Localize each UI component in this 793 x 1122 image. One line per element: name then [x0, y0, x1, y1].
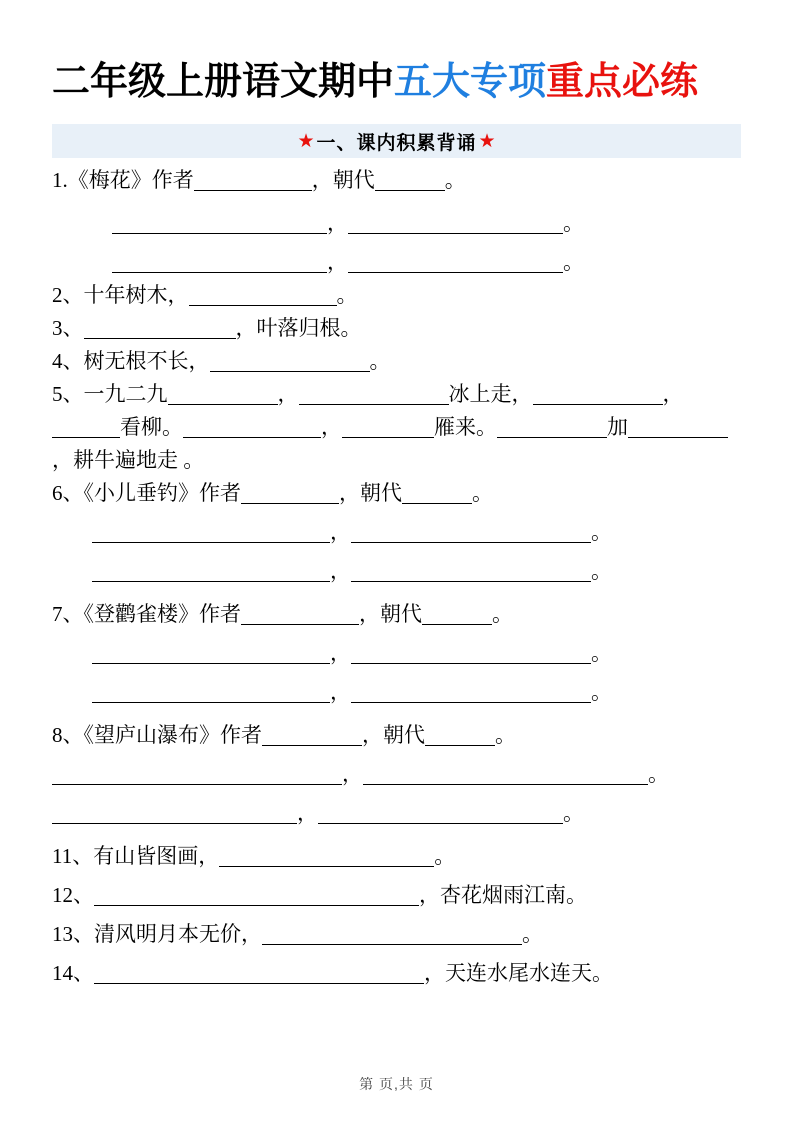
question-7-end: 。	[492, 602, 513, 626]
question-7-lead: 7、《登鹳雀楼》作者	[52, 602, 241, 626]
blank-field[interactable]	[189, 285, 337, 306]
question-7-line-3	[52, 676, 741, 709]
blank-field[interactable]	[351, 682, 591, 703]
blank-field[interactable]	[342, 417, 434, 438]
question-8-mid: ，朝代	[362, 723, 425, 747]
question-4-lead: 4、树无根不长，	[52, 349, 210, 373]
sep: ，	[330, 680, 351, 704]
blank-field[interactable]	[219, 846, 434, 867]
blank-field[interactable]	[348, 252, 563, 273]
t3: ，	[662, 382, 684, 406]
page-footer: 第 页,共 页	[359, 1076, 434, 1092]
question-6-line-2	[52, 516, 741, 549]
sep: ，	[297, 801, 318, 825]
question-7-mid: ，朝代	[359, 602, 422, 626]
blank-field[interactable]	[348, 213, 563, 234]
blank-field[interactable]	[112, 213, 327, 234]
end: 。	[563, 801, 584, 825]
section-banner	[52, 124, 741, 158]
question-2-end: 。	[336, 283, 358, 307]
title-part-3: 重点必练	[546, 61, 699, 103]
question-11	[52, 840, 741, 873]
question-11-end: 。	[434, 844, 456, 868]
title-part-2: 五大专项	[394, 61, 547, 103]
question-6-mid: ，朝代	[339, 481, 402, 505]
question-6-line-3	[52, 555, 741, 588]
t5: ，	[321, 415, 342, 439]
blank-field[interactable]	[628, 417, 728, 438]
sep: ，	[342, 762, 363, 786]
blank-field[interactable]	[497, 417, 607, 438]
question-6-lead: 6、《小儿垂钓》作者	[52, 481, 241, 505]
question-7	[52, 598, 741, 631]
blank-field[interactable]	[92, 522, 330, 543]
end: 。	[648, 762, 669, 786]
blank-field[interactable]	[168, 384, 278, 405]
sep: ，	[330, 641, 351, 665]
blank-field[interactable]	[183, 417, 321, 438]
blank-field[interactable]	[375, 170, 445, 191]
question-8-line-3	[52, 797, 741, 830]
blank-field[interactable]	[241, 604, 359, 625]
question-6-end: 。	[472, 481, 493, 505]
t7: 加	[607, 415, 628, 439]
question-14-lead: 14、	[52, 961, 94, 985]
question-12	[52, 879, 741, 912]
question-8-lead: 8、《望庐山瀑布》作者	[52, 723, 262, 747]
question-12-mid: ，杏花烟雨江南。	[419, 883, 587, 907]
question-8-line-2	[52, 758, 741, 791]
page-title	[52, 58, 741, 106]
question-12-lead: 12、	[52, 883, 94, 907]
question-4	[52, 345, 741, 378]
t6: 雁来。	[434, 415, 497, 439]
question-1-lead: 1.《梅花》作者	[52, 168, 194, 192]
sep: ，	[327, 211, 348, 235]
question-5	[52, 378, 741, 477]
blank-field[interactable]	[92, 682, 330, 703]
sep: ，	[330, 520, 351, 544]
question-2-lead: 2、十年树木，	[52, 283, 189, 307]
t8: ，耕牛遍地走 。	[52, 448, 205, 472]
blank-field[interactable]	[52, 803, 297, 824]
question-1-mid: ，朝代	[311, 168, 375, 192]
blank-field[interactable]	[351, 561, 591, 582]
end: 。	[591, 520, 612, 544]
blank-field[interactable]	[94, 885, 419, 906]
blank-field[interactable]	[363, 764, 648, 785]
end: 。	[563, 250, 584, 274]
blank-field[interactable]	[262, 924, 522, 945]
question-14-mid: ，天连水尾水连天。	[424, 961, 613, 985]
blank-field[interactable]	[112, 252, 327, 273]
end: 。	[591, 641, 612, 665]
question-7-line-2	[52, 637, 741, 670]
question-3	[52, 312, 741, 345]
blank-field[interactable]	[94, 963, 424, 984]
question-2	[52, 279, 741, 312]
t1: ，	[277, 382, 299, 406]
blank-field[interactable]	[92, 561, 330, 582]
question-13-end: 。	[522, 922, 543, 946]
question-6	[52, 477, 741, 510]
blank-field[interactable]	[194, 170, 312, 191]
question-1-end: 。	[444, 168, 466, 192]
t2: 冰上走，	[448, 382, 533, 406]
question-8-end: 。	[495, 723, 516, 747]
question-1	[52, 164, 741, 197]
section-heading: 一、课内积累背诵	[316, 132, 477, 154]
blank-field[interactable]	[52, 764, 342, 785]
star-icon-left: ★	[297, 130, 315, 152]
blank-field[interactable]	[402, 483, 472, 504]
sep: ，	[327, 250, 348, 274]
blank-field[interactable]	[533, 384, 663, 405]
question-11-lead: 11、有山皆图画，	[52, 844, 220, 868]
question-3-lead: 3、	[52, 316, 84, 340]
sep: ，	[330, 559, 351, 583]
blank-field[interactable]	[318, 803, 563, 824]
t4: 看柳。	[120, 415, 183, 439]
question-13-lead: 13、清风明月本无价，	[52, 922, 262, 946]
blank-field[interactable]	[425, 725, 495, 746]
title-part-1: 二年级上册语文期中	[52, 61, 395, 103]
question-13	[52, 918, 741, 951]
end: 。	[563, 211, 584, 235]
end: 。	[591, 559, 612, 583]
blank-field[interactable]	[299, 384, 449, 405]
end: 。	[591, 680, 612, 704]
question-1-line-3	[52, 246, 741, 279]
blank-field[interactable]	[84, 318, 236, 339]
blank-field[interactable]	[92, 643, 330, 664]
blank-field[interactable]	[422, 604, 492, 625]
blank-field[interactable]	[210, 351, 370, 372]
blank-field[interactable]	[241, 483, 339, 504]
blank-field[interactable]	[351, 643, 591, 664]
blank-field[interactable]	[262, 725, 362, 746]
question-14	[52, 957, 741, 990]
star-icon-right: ★	[478, 130, 496, 152]
blank-field[interactable]	[351, 522, 591, 543]
question-4-end: 。	[369, 349, 391, 373]
question-8	[52, 719, 741, 752]
question-3-mid: ，叶落归根。	[235, 316, 362, 340]
question-5-lead: 5、一九二九	[52, 382, 168, 406]
blank-field[interactable]	[52, 417, 120, 438]
question-1-line-2	[52, 207, 741, 240]
